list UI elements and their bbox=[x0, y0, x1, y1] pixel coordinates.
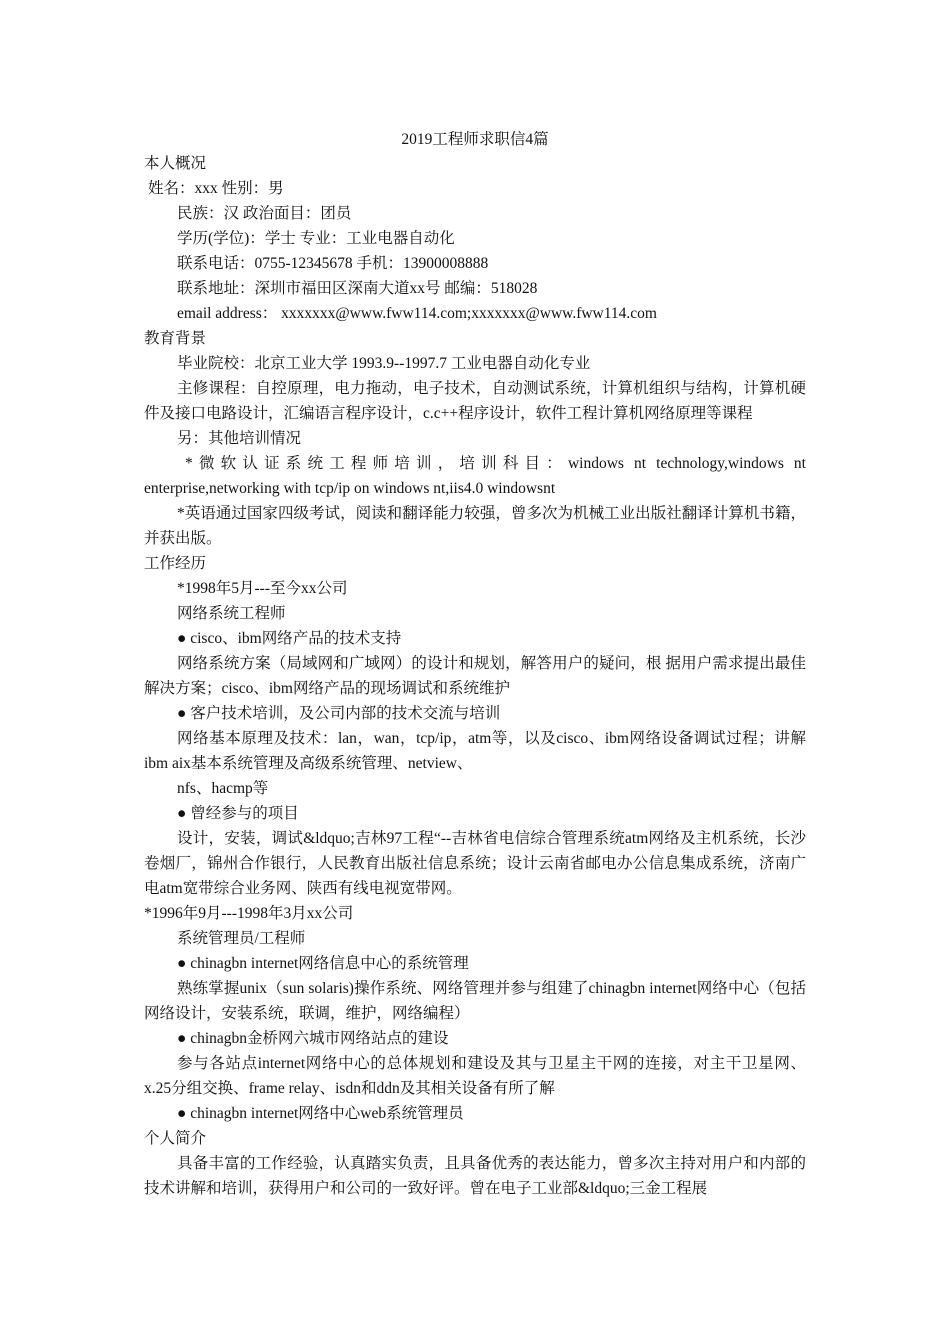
mcse-training-paragraph: *微软认证系统工程师培训，培训科目：windows nt technology,windows nt enterprise,networking with tcp/ip on windows nt,iis4.0 windowsnt bbox=[144, 455, 806, 497]
internet-center-paragraph: 参与各站点internet网络中心的总体规划和建设及其与卫星主干网的连接，对主干卫星网、x.25分组交换、frame relay、isdn和ddn及其相关设备有所了解 bbox=[144, 1055, 806, 1097]
name-gender-line: 姓名：xxx 性别：男 bbox=[148, 180, 284, 197]
email-line: email address： xxxxxxx@www.fww114.com;xxxxxxx@www.fww114.com bbox=[177, 305, 657, 322]
degree-line: 学历(学位)：学士 专业：工业电器自动化 bbox=[177, 230, 455, 247]
nfs-hacmp-line: nfs、hacmp等 bbox=[177, 780, 269, 797]
job2-title-line: 系统管理员/工程师 bbox=[177, 930, 306, 947]
section-heading-work: 工作经历 bbox=[144, 555, 207, 572]
unix-paragraph: 熟练掌握unix（sun solaris)操作系统、网络管理并参与组建了chinagbn internet网络中心（包括网络设计，安装系统，联调，维护，网络编程） bbox=[144, 980, 806, 1022]
job2-period-line: *1996年9月---1998年3月xx公司 bbox=[144, 905, 354, 922]
bullet-site-construction: ● chinagbn金桥网六城市网络站点的建设 bbox=[177, 1030, 449, 1047]
bullet-customer-training: ● 客户技术培训，及公司内部的技术交流与培训 bbox=[177, 705, 501, 722]
document-title: 2019工程师求职信4篇 bbox=[401, 131, 549, 148]
bullet-web-admin: ● chinagbn internet网络中心web系统管理员 bbox=[177, 1105, 464, 1122]
school-line: 毕业院校：北京工业大学 1993.9--1997.7 工业电器自动化专业 bbox=[177, 355, 591, 372]
address-line: 联系地址：深圳市福田区深南大道xx号 邮编：518028 bbox=[177, 280, 538, 297]
network-solution-paragraph: 网络系统方案（局域网和广域网）的设计和规划，解答用户的疑问，根 据用户需求提出最佳解决方案；cisco、ibm网络产品的现场调试和系统维护 bbox=[144, 655, 806, 697]
network-principles-paragraph: 网络基本原理及技术：lan，wan，tcp/ip，atm等，以及cisco、ibm网络设备调试过程；讲解ibm aix基本系统管理及高级系统管理、netview、 bbox=[144, 730, 806, 772]
ethnicity-line: 民族：汉 政治面目：团员 bbox=[177, 205, 352, 222]
english-paragraph: *英语通过国家四级考试，阅读和翻译能力较强，曾多次为机械工业出版社翻译计算机书籍，并获出版。 bbox=[144, 505, 806, 547]
section-heading-profile: 个人简介 bbox=[144, 1130, 207, 1147]
profile-paragraph: 具备丰富的工作经验，认真踏实负责，且具备优秀的表达能力，曾多次主持对用户和内部的技术讲解和培训，获得用户和公司的一致好评。曾在电子工业部&ldquo;三金工程展 bbox=[144, 1155, 806, 1197]
document-body bbox=[144, 151, 806, 1201]
other-training-line: 另：其他培训情况 bbox=[177, 430, 302, 447]
bullet-projects: ● 曾经参与的项目 bbox=[177, 805, 299, 822]
job1-title-line: 网络系统工程师 bbox=[177, 605, 286, 622]
bullet-tech-support: ● cisco、ibm网络产品的技术支持 bbox=[177, 630, 402, 647]
section-heading-overview: 本人概况 bbox=[144, 155, 207, 172]
bullet-system-admin: ● chinagbn internet网络信息中心的系统管理 bbox=[177, 955, 469, 972]
projects-paragraph: 设计，安装，调试&ldquo;吉林97工程“--吉林省电信综合管理系统atm网络及主机系统，长沙卷烟厂，锦州合作银行，人民教育出版社信息系统；设计云南省邮电办公信息集成系统，济南广电atm宽带综合业务网、陕西有线电视宽带网。 bbox=[144, 830, 806, 897]
job1-period-line: *1998年5月---至今xx公司 bbox=[177, 580, 348, 597]
section-heading-education: 教育背景 bbox=[144, 330, 207, 347]
phone-line: 联系电话：0755-12345678 手机：13900008888 bbox=[177, 255, 489, 272]
courses-paragraph: 主修课程：自控原理，电力拖动，电子技术，自动测试系统，计算机组织与结构，计算机硬件及接口电路设计，汇编语言程序设计，c.c++程序设计，软件工程计算机网络原理等课程 bbox=[144, 380, 806, 422]
